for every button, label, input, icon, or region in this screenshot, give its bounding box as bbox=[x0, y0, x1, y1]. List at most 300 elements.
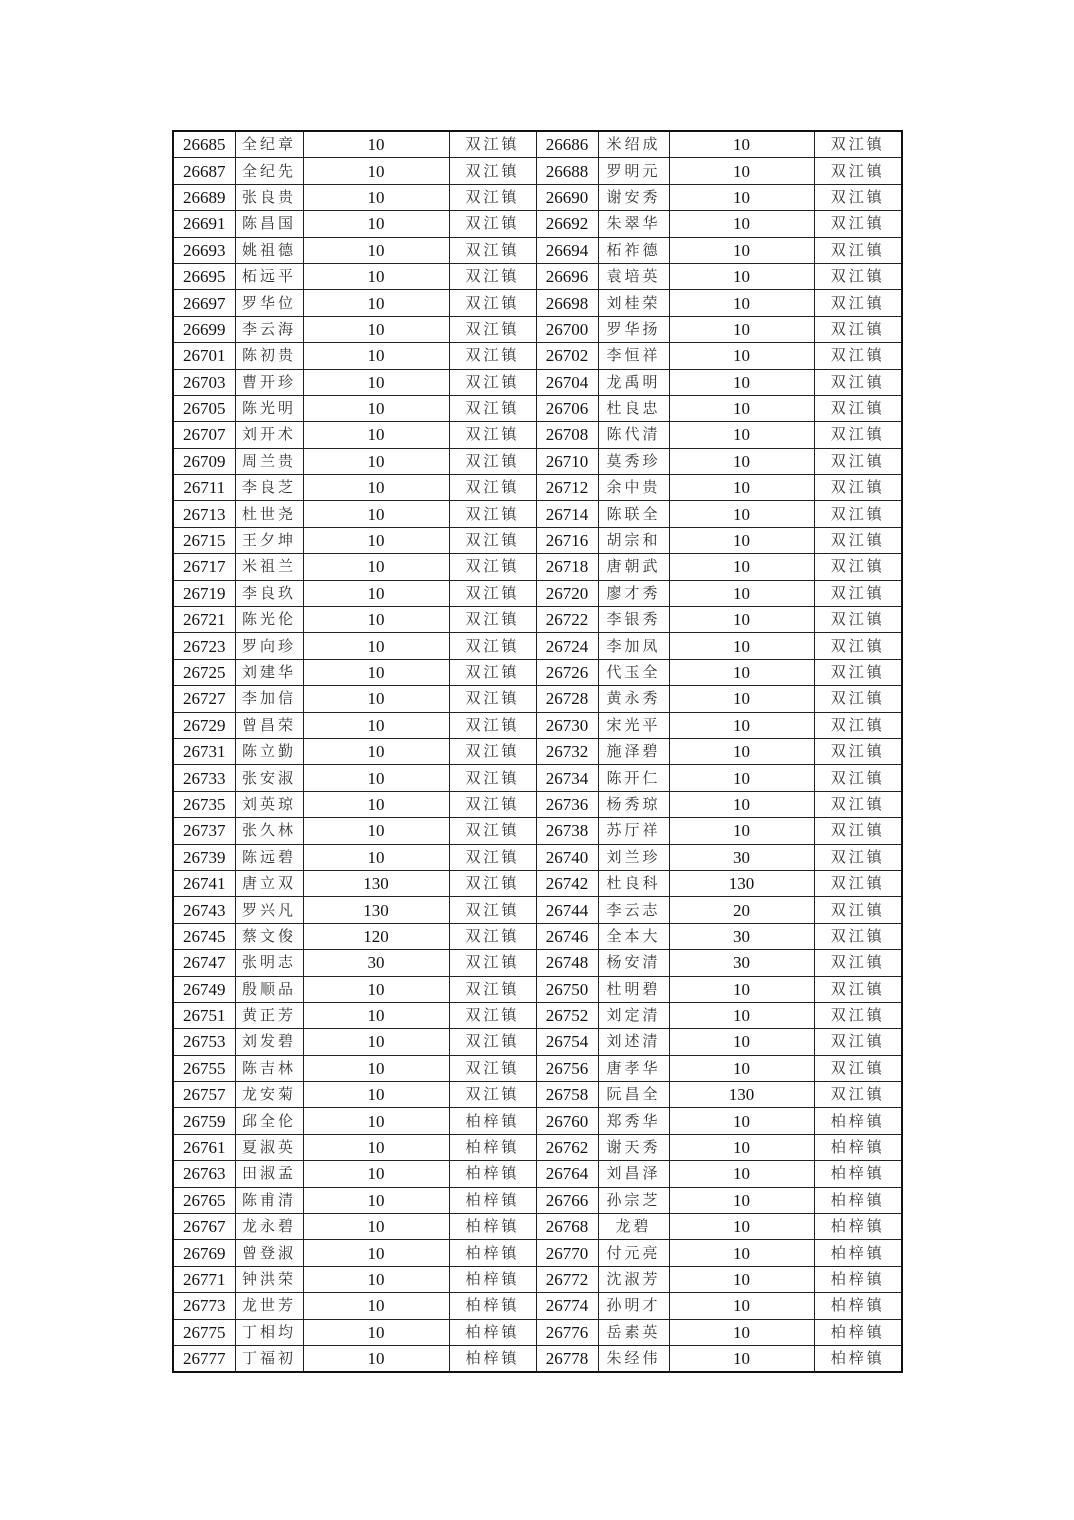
town-cell: 双江镇 bbox=[449, 923, 536, 949]
name-cell: 黄永秀 bbox=[598, 686, 669, 712]
table-row bbox=[173, 1002, 902, 1028]
id-cell: 26772 bbox=[536, 1266, 598, 1292]
town-cell: 双江镇 bbox=[449, 712, 536, 738]
table-row bbox=[173, 791, 902, 817]
amount-cell: 10 bbox=[669, 131, 814, 158]
id-cell: 26689 bbox=[173, 184, 235, 210]
name-cell: 张良贵 bbox=[235, 184, 303, 210]
id-cell: 26730 bbox=[536, 712, 598, 738]
town-cell: 双江镇 bbox=[814, 686, 902, 712]
amount-cell: 10 bbox=[303, 422, 449, 448]
town-cell: 双江镇 bbox=[814, 580, 902, 606]
town-cell: 双江镇 bbox=[449, 158, 536, 184]
id-cell: 26687 bbox=[173, 158, 235, 184]
table-row bbox=[173, 527, 902, 553]
amount-cell: 10 bbox=[303, 1055, 449, 1081]
id-cell: 26761 bbox=[173, 1134, 235, 1160]
id-cell: 26771 bbox=[173, 1266, 235, 1292]
town-cell: 柏梓镇 bbox=[814, 1266, 902, 1292]
name-cell: 钟洪荣 bbox=[235, 1266, 303, 1292]
amount-cell: 30 bbox=[669, 950, 814, 976]
town-cell: 双江镇 bbox=[814, 290, 902, 316]
town-cell: 柏梓镇 bbox=[814, 1134, 902, 1160]
town-cell: 双江镇 bbox=[449, 263, 536, 289]
amount-cell: 10 bbox=[303, 263, 449, 289]
town-cell: 双江镇 bbox=[814, 554, 902, 580]
amount-cell: 130 bbox=[303, 897, 449, 923]
amount-cell: 10 bbox=[303, 343, 449, 369]
name-cell: 陈联全 bbox=[598, 501, 669, 527]
name-cell: 刘桂荣 bbox=[598, 290, 669, 316]
table-row bbox=[173, 1134, 902, 1160]
table-row bbox=[173, 184, 902, 210]
town-cell: 双江镇 bbox=[814, 184, 902, 210]
table-row bbox=[173, 158, 902, 184]
town-cell: 双江镇 bbox=[449, 580, 536, 606]
town-cell: 双江镇 bbox=[449, 659, 536, 685]
name-cell: 陈远碧 bbox=[235, 844, 303, 870]
table-row bbox=[173, 950, 902, 976]
name-cell: 陈昌国 bbox=[235, 211, 303, 237]
amount-cell: 30 bbox=[303, 950, 449, 976]
town-cell: 双江镇 bbox=[449, 395, 536, 421]
table-row bbox=[173, 1161, 902, 1187]
id-cell: 26686 bbox=[536, 131, 598, 158]
town-cell: 柏梓镇 bbox=[449, 1187, 536, 1213]
name-cell: 岳素英 bbox=[598, 1319, 669, 1345]
amount-cell: 10 bbox=[303, 659, 449, 685]
id-cell: 26719 bbox=[173, 580, 235, 606]
name-cell: 刘发碧 bbox=[235, 1029, 303, 1055]
id-cell: 26755 bbox=[173, 1055, 235, 1081]
table-row bbox=[173, 818, 902, 844]
amount-cell: 10 bbox=[303, 712, 449, 738]
town-cell: 双江镇 bbox=[449, 844, 536, 870]
amount-cell: 10 bbox=[303, 184, 449, 210]
town-cell: 双江镇 bbox=[449, 369, 536, 395]
table-row bbox=[173, 765, 902, 791]
amount-cell: 10 bbox=[669, 448, 814, 474]
name-cell: 朱经伟 bbox=[598, 1345, 669, 1372]
amount-cell: 10 bbox=[303, 237, 449, 263]
amount-cell: 10 bbox=[669, 1134, 814, 1160]
amount-cell: 10 bbox=[303, 158, 449, 184]
town-cell: 双江镇 bbox=[814, 158, 902, 184]
name-cell: 陈甫清 bbox=[235, 1187, 303, 1213]
table-row bbox=[173, 1293, 902, 1319]
id-cell: 26747 bbox=[173, 950, 235, 976]
name-cell: 曾昌荣 bbox=[235, 712, 303, 738]
name-cell: 邱全伦 bbox=[235, 1108, 303, 1134]
name-cell: 陈代清 bbox=[598, 422, 669, 448]
town-cell: 双江镇 bbox=[449, 448, 536, 474]
amount-cell: 10 bbox=[303, 1214, 449, 1240]
town-cell: 双江镇 bbox=[814, 527, 902, 553]
id-cell: 26706 bbox=[536, 395, 598, 421]
name-cell: 罗兴凡 bbox=[235, 897, 303, 923]
town-cell: 双江镇 bbox=[814, 607, 902, 633]
town-cell: 双江镇 bbox=[449, 422, 536, 448]
amount-cell: 10 bbox=[669, 1029, 814, 1055]
amount-cell: 130 bbox=[669, 1082, 814, 1108]
id-cell: 26760 bbox=[536, 1108, 598, 1134]
amount-cell: 10 bbox=[669, 554, 814, 580]
id-cell: 26720 bbox=[536, 580, 598, 606]
id-cell: 26729 bbox=[173, 712, 235, 738]
id-cell: 26693 bbox=[173, 237, 235, 263]
town-cell: 柏梓镇 bbox=[449, 1319, 536, 1345]
name-cell: 殷顺品 bbox=[235, 976, 303, 1002]
name-cell: 李加凤 bbox=[598, 633, 669, 659]
id-cell: 26758 bbox=[536, 1082, 598, 1108]
id-cell: 26698 bbox=[536, 290, 598, 316]
table-row bbox=[173, 1055, 902, 1081]
name-cell: 杜世尧 bbox=[235, 501, 303, 527]
id-cell: 26765 bbox=[173, 1187, 235, 1213]
town-cell: 双江镇 bbox=[449, 1002, 536, 1028]
id-cell: 26732 bbox=[536, 738, 598, 764]
amount-cell: 10 bbox=[669, 237, 814, 263]
id-cell: 26740 bbox=[536, 844, 598, 870]
name-cell: 阮昌全 bbox=[598, 1082, 669, 1108]
id-cell: 26746 bbox=[536, 923, 598, 949]
amount-cell: 10 bbox=[303, 290, 449, 316]
id-cell: 26703 bbox=[173, 369, 235, 395]
id-cell: 26752 bbox=[536, 1002, 598, 1028]
id-cell: 26778 bbox=[536, 1345, 598, 1372]
id-cell: 26745 bbox=[173, 923, 235, 949]
amount-cell: 10 bbox=[669, 633, 814, 659]
amount-cell: 10 bbox=[303, 1319, 449, 1345]
amount-cell: 10 bbox=[303, 501, 449, 527]
table-row bbox=[173, 343, 902, 369]
id-cell: 26750 bbox=[536, 976, 598, 1002]
table-row bbox=[173, 870, 902, 896]
town-cell: 双江镇 bbox=[449, 1082, 536, 1108]
amount-cell: 10 bbox=[669, 395, 814, 421]
id-cell: 26716 bbox=[536, 527, 598, 553]
table-row bbox=[173, 580, 902, 606]
id-cell: 26688 bbox=[536, 158, 598, 184]
name-cell: 李云志 bbox=[598, 897, 669, 923]
name-cell: 陈吉林 bbox=[235, 1055, 303, 1081]
name-cell: 谢天秀 bbox=[598, 1134, 669, 1160]
id-cell: 26723 bbox=[173, 633, 235, 659]
name-cell: 苏厅祥 bbox=[598, 818, 669, 844]
id-cell: 26725 bbox=[173, 659, 235, 685]
name-cell: 罗明元 bbox=[598, 158, 669, 184]
name-cell: 陈开仁 bbox=[598, 765, 669, 791]
id-cell: 26749 bbox=[173, 976, 235, 1002]
amount-cell: 30 bbox=[669, 923, 814, 949]
table-row bbox=[173, 1082, 902, 1108]
id-cell: 26773 bbox=[173, 1293, 235, 1319]
amount-cell: 10 bbox=[303, 1029, 449, 1055]
town-cell: 双江镇 bbox=[449, 211, 536, 237]
name-cell: 曾登淑 bbox=[235, 1240, 303, 1266]
id-cell: 26694 bbox=[536, 237, 598, 263]
name-cell: 米祖兰 bbox=[235, 554, 303, 580]
amount-cell: 10 bbox=[669, 765, 814, 791]
table-row bbox=[173, 422, 902, 448]
table-row bbox=[173, 369, 902, 395]
name-cell: 李银秀 bbox=[598, 607, 669, 633]
id-cell: 26774 bbox=[536, 1293, 598, 1319]
name-cell: 刘建华 bbox=[235, 659, 303, 685]
town-cell: 双江镇 bbox=[814, 422, 902, 448]
amount-cell: 10 bbox=[303, 607, 449, 633]
table-row bbox=[173, 1187, 902, 1213]
amount-cell: 10 bbox=[303, 1266, 449, 1292]
town-cell: 双江镇 bbox=[814, 237, 902, 263]
table-row bbox=[173, 316, 902, 342]
amount-cell: 10 bbox=[669, 738, 814, 764]
amount-cell: 10 bbox=[303, 580, 449, 606]
table-row bbox=[173, 1029, 902, 1055]
town-cell: 柏梓镇 bbox=[449, 1293, 536, 1319]
amount-cell: 10 bbox=[303, 316, 449, 342]
table-row bbox=[173, 395, 902, 421]
amount-cell: 10 bbox=[669, 343, 814, 369]
town-cell: 柏梓镇 bbox=[814, 1240, 902, 1266]
amount-cell: 10 bbox=[303, 1187, 449, 1213]
table-row bbox=[173, 131, 902, 158]
amount-cell: 10 bbox=[669, 712, 814, 738]
town-cell: 双江镇 bbox=[814, 818, 902, 844]
town-cell: 双江镇 bbox=[814, 211, 902, 237]
name-cell: 刘开术 bbox=[235, 422, 303, 448]
town-cell: 双江镇 bbox=[814, 950, 902, 976]
name-cell: 柘远平 bbox=[235, 263, 303, 289]
subsidy-list-table bbox=[172, 130, 903, 1373]
amount-cell: 10 bbox=[669, 211, 814, 237]
name-cell: 周兰贵 bbox=[235, 448, 303, 474]
amount-cell: 10 bbox=[669, 580, 814, 606]
town-cell: 柏梓镇 bbox=[449, 1134, 536, 1160]
town-cell: 双江镇 bbox=[449, 527, 536, 553]
name-cell: 刘兰珍 bbox=[598, 844, 669, 870]
town-cell: 双江镇 bbox=[814, 844, 902, 870]
id-cell: 26709 bbox=[173, 448, 235, 474]
name-cell: 莫秀珍 bbox=[598, 448, 669, 474]
id-cell: 26748 bbox=[536, 950, 598, 976]
name-cell: 全纪先 bbox=[235, 158, 303, 184]
name-cell: 李良芝 bbox=[235, 475, 303, 501]
town-cell: 双江镇 bbox=[449, 343, 536, 369]
name-cell: 龙安菊 bbox=[235, 1082, 303, 1108]
name-cell: 袁培英 bbox=[598, 263, 669, 289]
amount-cell: 10 bbox=[669, 1187, 814, 1213]
table-row bbox=[173, 686, 902, 712]
id-cell: 26757 bbox=[173, 1082, 235, 1108]
id-cell: 26692 bbox=[536, 211, 598, 237]
name-cell: 刘述清 bbox=[598, 1029, 669, 1055]
id-cell: 26735 bbox=[173, 791, 235, 817]
amount-cell: 130 bbox=[669, 870, 814, 896]
table-row bbox=[173, 712, 902, 738]
amount-cell: 10 bbox=[669, 659, 814, 685]
amount-cell: 10 bbox=[669, 527, 814, 553]
name-cell: 王夕坤 bbox=[235, 527, 303, 553]
name-cell: 姚祖德 bbox=[235, 237, 303, 263]
id-cell: 26717 bbox=[173, 554, 235, 580]
id-cell: 26710 bbox=[536, 448, 598, 474]
town-cell: 双江镇 bbox=[814, 316, 902, 342]
name-cell: 陈光明 bbox=[235, 395, 303, 421]
name-cell: 龙永碧 bbox=[235, 1214, 303, 1240]
town-cell: 双江镇 bbox=[814, 765, 902, 791]
name-cell: 龙碧 bbox=[598, 1214, 669, 1240]
id-cell: 26743 bbox=[173, 897, 235, 923]
amount-cell: 10 bbox=[669, 976, 814, 1002]
town-cell: 双江镇 bbox=[449, 131, 536, 158]
town-cell: 双江镇 bbox=[449, 1055, 536, 1081]
town-cell: 柏梓镇 bbox=[814, 1345, 902, 1372]
town-cell: 双江镇 bbox=[814, 712, 902, 738]
name-cell: 罗华扬 bbox=[598, 316, 669, 342]
name-cell: 孙明才 bbox=[598, 1293, 669, 1319]
id-cell: 26715 bbox=[173, 527, 235, 553]
amount-cell: 10 bbox=[303, 554, 449, 580]
id-cell: 26739 bbox=[173, 844, 235, 870]
id-cell: 26734 bbox=[536, 765, 598, 791]
amount-cell: 10 bbox=[669, 1161, 814, 1187]
name-cell: 唐孝华 bbox=[598, 1055, 669, 1081]
amount-cell: 10 bbox=[303, 475, 449, 501]
town-cell: 双江镇 bbox=[814, 870, 902, 896]
amount-cell: 10 bbox=[669, 184, 814, 210]
amount-cell: 10 bbox=[669, 1108, 814, 1134]
name-cell: 代玉全 bbox=[598, 659, 669, 685]
amount-cell: 10 bbox=[303, 976, 449, 1002]
town-cell: 柏梓镇 bbox=[814, 1108, 902, 1134]
town-cell: 双江镇 bbox=[814, 633, 902, 659]
amount-cell: 10 bbox=[669, 1293, 814, 1319]
town-cell: 柏梓镇 bbox=[449, 1266, 536, 1292]
amount-cell: 10 bbox=[669, 1214, 814, 1240]
name-cell: 唐立双 bbox=[235, 870, 303, 896]
amount-cell: 10 bbox=[669, 1345, 814, 1372]
table-row bbox=[173, 659, 902, 685]
amount-cell: 10 bbox=[303, 633, 449, 659]
id-cell: 26770 bbox=[536, 1240, 598, 1266]
name-cell: 夏淑英 bbox=[235, 1134, 303, 1160]
name-cell: 刘昌泽 bbox=[598, 1161, 669, 1187]
table-row bbox=[173, 633, 902, 659]
amount-cell: 10 bbox=[303, 1161, 449, 1187]
name-cell: 朱翠华 bbox=[598, 211, 669, 237]
id-cell: 26701 bbox=[173, 343, 235, 369]
id-cell: 26753 bbox=[173, 1029, 235, 1055]
name-cell: 刘定清 bbox=[598, 1002, 669, 1028]
id-cell: 26733 bbox=[173, 765, 235, 791]
town-cell: 双江镇 bbox=[449, 607, 536, 633]
town-cell: 双江镇 bbox=[449, 501, 536, 527]
name-cell: 柘祚德 bbox=[598, 237, 669, 263]
town-cell: 双江镇 bbox=[814, 501, 902, 527]
town-cell: 双江镇 bbox=[814, 738, 902, 764]
id-cell: 26708 bbox=[536, 422, 598, 448]
id-cell: 26727 bbox=[173, 686, 235, 712]
amount-cell: 10 bbox=[669, 501, 814, 527]
name-cell: 刘英琼 bbox=[235, 791, 303, 817]
amount-cell: 10 bbox=[669, 263, 814, 289]
id-cell: 26754 bbox=[536, 1029, 598, 1055]
id-cell: 26768 bbox=[536, 1214, 598, 1240]
amount-cell: 10 bbox=[303, 1293, 449, 1319]
name-cell: 龙禹明 bbox=[598, 369, 669, 395]
name-cell: 张久林 bbox=[235, 818, 303, 844]
name-cell: 谢安秀 bbox=[598, 184, 669, 210]
amount-cell: 10 bbox=[669, 1266, 814, 1292]
town-cell: 双江镇 bbox=[449, 554, 536, 580]
name-cell: 杜良忠 bbox=[598, 395, 669, 421]
amount-cell: 10 bbox=[303, 844, 449, 870]
name-cell: 施泽碧 bbox=[598, 738, 669, 764]
id-cell: 26704 bbox=[536, 369, 598, 395]
town-cell: 柏梓镇 bbox=[449, 1214, 536, 1240]
name-cell: 杨安清 bbox=[598, 950, 669, 976]
table-row bbox=[173, 211, 902, 237]
name-cell: 陈立勤 bbox=[235, 738, 303, 764]
table-row bbox=[173, 1240, 902, 1266]
town-cell: 双江镇 bbox=[449, 976, 536, 1002]
town-cell: 双江镇 bbox=[814, 131, 902, 158]
amount-cell: 130 bbox=[303, 870, 449, 896]
town-cell: 柏梓镇 bbox=[814, 1214, 902, 1240]
town-cell: 柏梓镇 bbox=[814, 1293, 902, 1319]
town-cell: 双江镇 bbox=[449, 791, 536, 817]
amount-cell: 10 bbox=[303, 738, 449, 764]
table-row bbox=[173, 923, 902, 949]
name-cell: 罗华位 bbox=[235, 290, 303, 316]
town-cell: 双江镇 bbox=[814, 1029, 902, 1055]
amount-cell: 10 bbox=[669, 818, 814, 844]
id-cell: 26697 bbox=[173, 290, 235, 316]
table-row bbox=[173, 897, 902, 923]
name-cell: 付元亮 bbox=[598, 1240, 669, 1266]
id-cell: 26742 bbox=[536, 870, 598, 896]
id-cell: 26724 bbox=[536, 633, 598, 659]
town-cell: 双江镇 bbox=[449, 738, 536, 764]
town-cell: 双江镇 bbox=[814, 923, 902, 949]
amount-cell: 10 bbox=[669, 1002, 814, 1028]
name-cell: 丁福初 bbox=[235, 1345, 303, 1372]
name-cell: 郑秀华 bbox=[598, 1108, 669, 1134]
table-row bbox=[173, 607, 902, 633]
table-body bbox=[173, 131, 902, 1372]
id-cell: 26685 bbox=[173, 131, 235, 158]
id-cell: 26731 bbox=[173, 738, 235, 764]
amount-cell: 20 bbox=[669, 897, 814, 923]
town-cell: 双江镇 bbox=[814, 343, 902, 369]
id-cell: 26763 bbox=[173, 1161, 235, 1187]
id-cell: 26751 bbox=[173, 1002, 235, 1028]
town-cell: 双江镇 bbox=[814, 791, 902, 817]
town-cell: 双江镇 bbox=[814, 1082, 902, 1108]
id-cell: 26738 bbox=[536, 818, 598, 844]
town-cell: 双江镇 bbox=[449, 686, 536, 712]
id-cell: 26728 bbox=[536, 686, 598, 712]
town-cell: 双江镇 bbox=[814, 369, 902, 395]
town-cell: 双江镇 bbox=[449, 633, 536, 659]
id-cell: 26691 bbox=[173, 211, 235, 237]
id-cell: 26736 bbox=[536, 791, 598, 817]
town-cell: 双江镇 bbox=[814, 1055, 902, 1081]
town-cell: 双江镇 bbox=[449, 290, 536, 316]
id-cell: 26702 bbox=[536, 343, 598, 369]
id-cell: 26744 bbox=[536, 897, 598, 923]
